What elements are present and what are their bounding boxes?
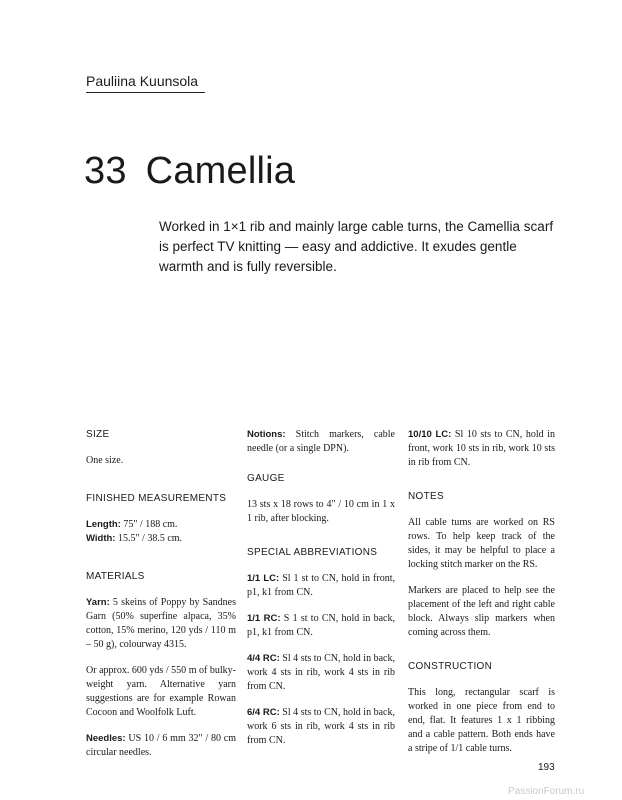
abbr-item — [247, 612, 395, 640]
alt-yarn-paragraph: Or approx. 600 yds / 550 m of bulky-weight yarn. Alternative yarn suggestions are for example Rowan Cocoon and Woolfolk Luft. — [86, 665, 236, 718]
notions-text: Stitch markers, cable needle (or a single DPN). — [247, 429, 395, 454]
abbr-item — [408, 428, 555, 470]
yarn-text: 5 skeins of Poppy by Sandnes Garn (50% superfine alpaca, 35% cotton, 15% merino, 120 yds / 110 m – 50 g), colourway 4315. — [86, 597, 236, 650]
abbr-label: 6/4 RC: — [247, 707, 280, 718]
column-left — [86, 428, 236, 772]
abbreviations-heading: SPECIAL ABBREVIATIONS — [247, 547, 378, 558]
abbr-text: Sl 4 sts to CN, hold in back, work 6 sts in rib, work 4 sts in rib from CN. — [247, 707, 395, 746]
pattern-name: Camellia — [145, 150, 296, 192]
length-label: Length: — [86, 519, 121, 530]
size-heading: SIZE — [86, 429, 110, 440]
abbr-label: 4/4 RC: — [247, 653, 280, 664]
yarn-paragraph — [86, 596, 236, 652]
intro-paragraph: Worked in 1×1 rib and mainly large cable turns, the Camellia scarf is perfect TV knitting — easy and addictive. It exudes gentle warmth and is fully reversible. — [159, 219, 554, 274]
author-name: Pauliina Kuunsola — [86, 73, 199, 89]
abbr-text: Sl 4 sts to CN, hold in back, work 4 sts in rib, work 4 sts in rib from CN. — [247, 653, 395, 692]
notes-paragraph-2: Markers are placed to help see the placement of the left and right cable block. Always slip markers when coming across them. — [408, 585, 555, 638]
abbr-label: 1/1 RC: — [247, 613, 281, 624]
notions-label: Notions: — [247, 429, 286, 440]
needles-text: US 10 / 6 mm 32" / 80 cm circular needles. — [86, 733, 236, 758]
column-right — [408, 428, 555, 768]
finished-width — [86, 532, 236, 546]
notions-paragraph — [247, 428, 395, 456]
width-value: 15.5" / 38.5 cm. — [115, 533, 183, 544]
construction-text: This long, rectangular scarf is worked in one piece from end to end, flat. It features 1 x 1 ribbing and a cable pattern. Both ends have a stripe of 1/1 cable turns. — [408, 687, 555, 754]
width-label: Width: — [86, 533, 116, 544]
finished-heading: FINISHED MEASUREMENTS — [86, 493, 227, 504]
abbr-text: Sl 1 st to CN, hold in front, p1, k1 from CN. — [247, 573, 395, 598]
gauge-heading: GAUGE — [247, 473, 285, 484]
notes-heading: NOTES — [408, 491, 444, 502]
yarn-label: Yarn: — [86, 597, 110, 608]
construction-heading: CONSTRUCTION — [408, 661, 493, 672]
materials-heading: MATERIALS — [86, 571, 145, 582]
abbr-item — [247, 572, 395, 600]
watermark: PassionForum.ru — [508, 786, 585, 797]
needles-paragraph — [86, 732, 236, 760]
abbr-label: 1/1 LC: — [247, 573, 280, 584]
pattern-number: 33 — [84, 150, 127, 192]
abbr-item — [247, 652, 395, 694]
page-number: 193 — [538, 762, 555, 773]
notes-paragraph-1: All cable turns are worked on RS rows. To help keep track of the sides, it may be helpful to place a locking stitch marker on the RS. — [408, 517, 555, 570]
pattern-title — [84, 150, 295, 193]
needles-label: Needles: — [86, 733, 126, 744]
abbr-label: 10/10 LC: — [408, 429, 452, 440]
finished-length — [86, 518, 236, 532]
length-value: 75" / 188 cm. — [120, 519, 178, 530]
abbr-text: S 1 st to CN, hold in back, p1, k1 from CN. — [247, 613, 395, 638]
abbr-item — [247, 706, 395, 748]
gauge-text: 13 sts x 18 rows to 4" / 10 cm in 1 x 1 rib, after blocking. — [247, 499, 395, 524]
column-middle — [247, 428, 395, 760]
author-underline — [86, 92, 205, 93]
size-text: One size. — [86, 455, 124, 466]
abbr-text: Sl 10 sts to CN, hold in front, work 10 sts in rib, work 10 sts in rib from CN. — [408, 429, 555, 468]
